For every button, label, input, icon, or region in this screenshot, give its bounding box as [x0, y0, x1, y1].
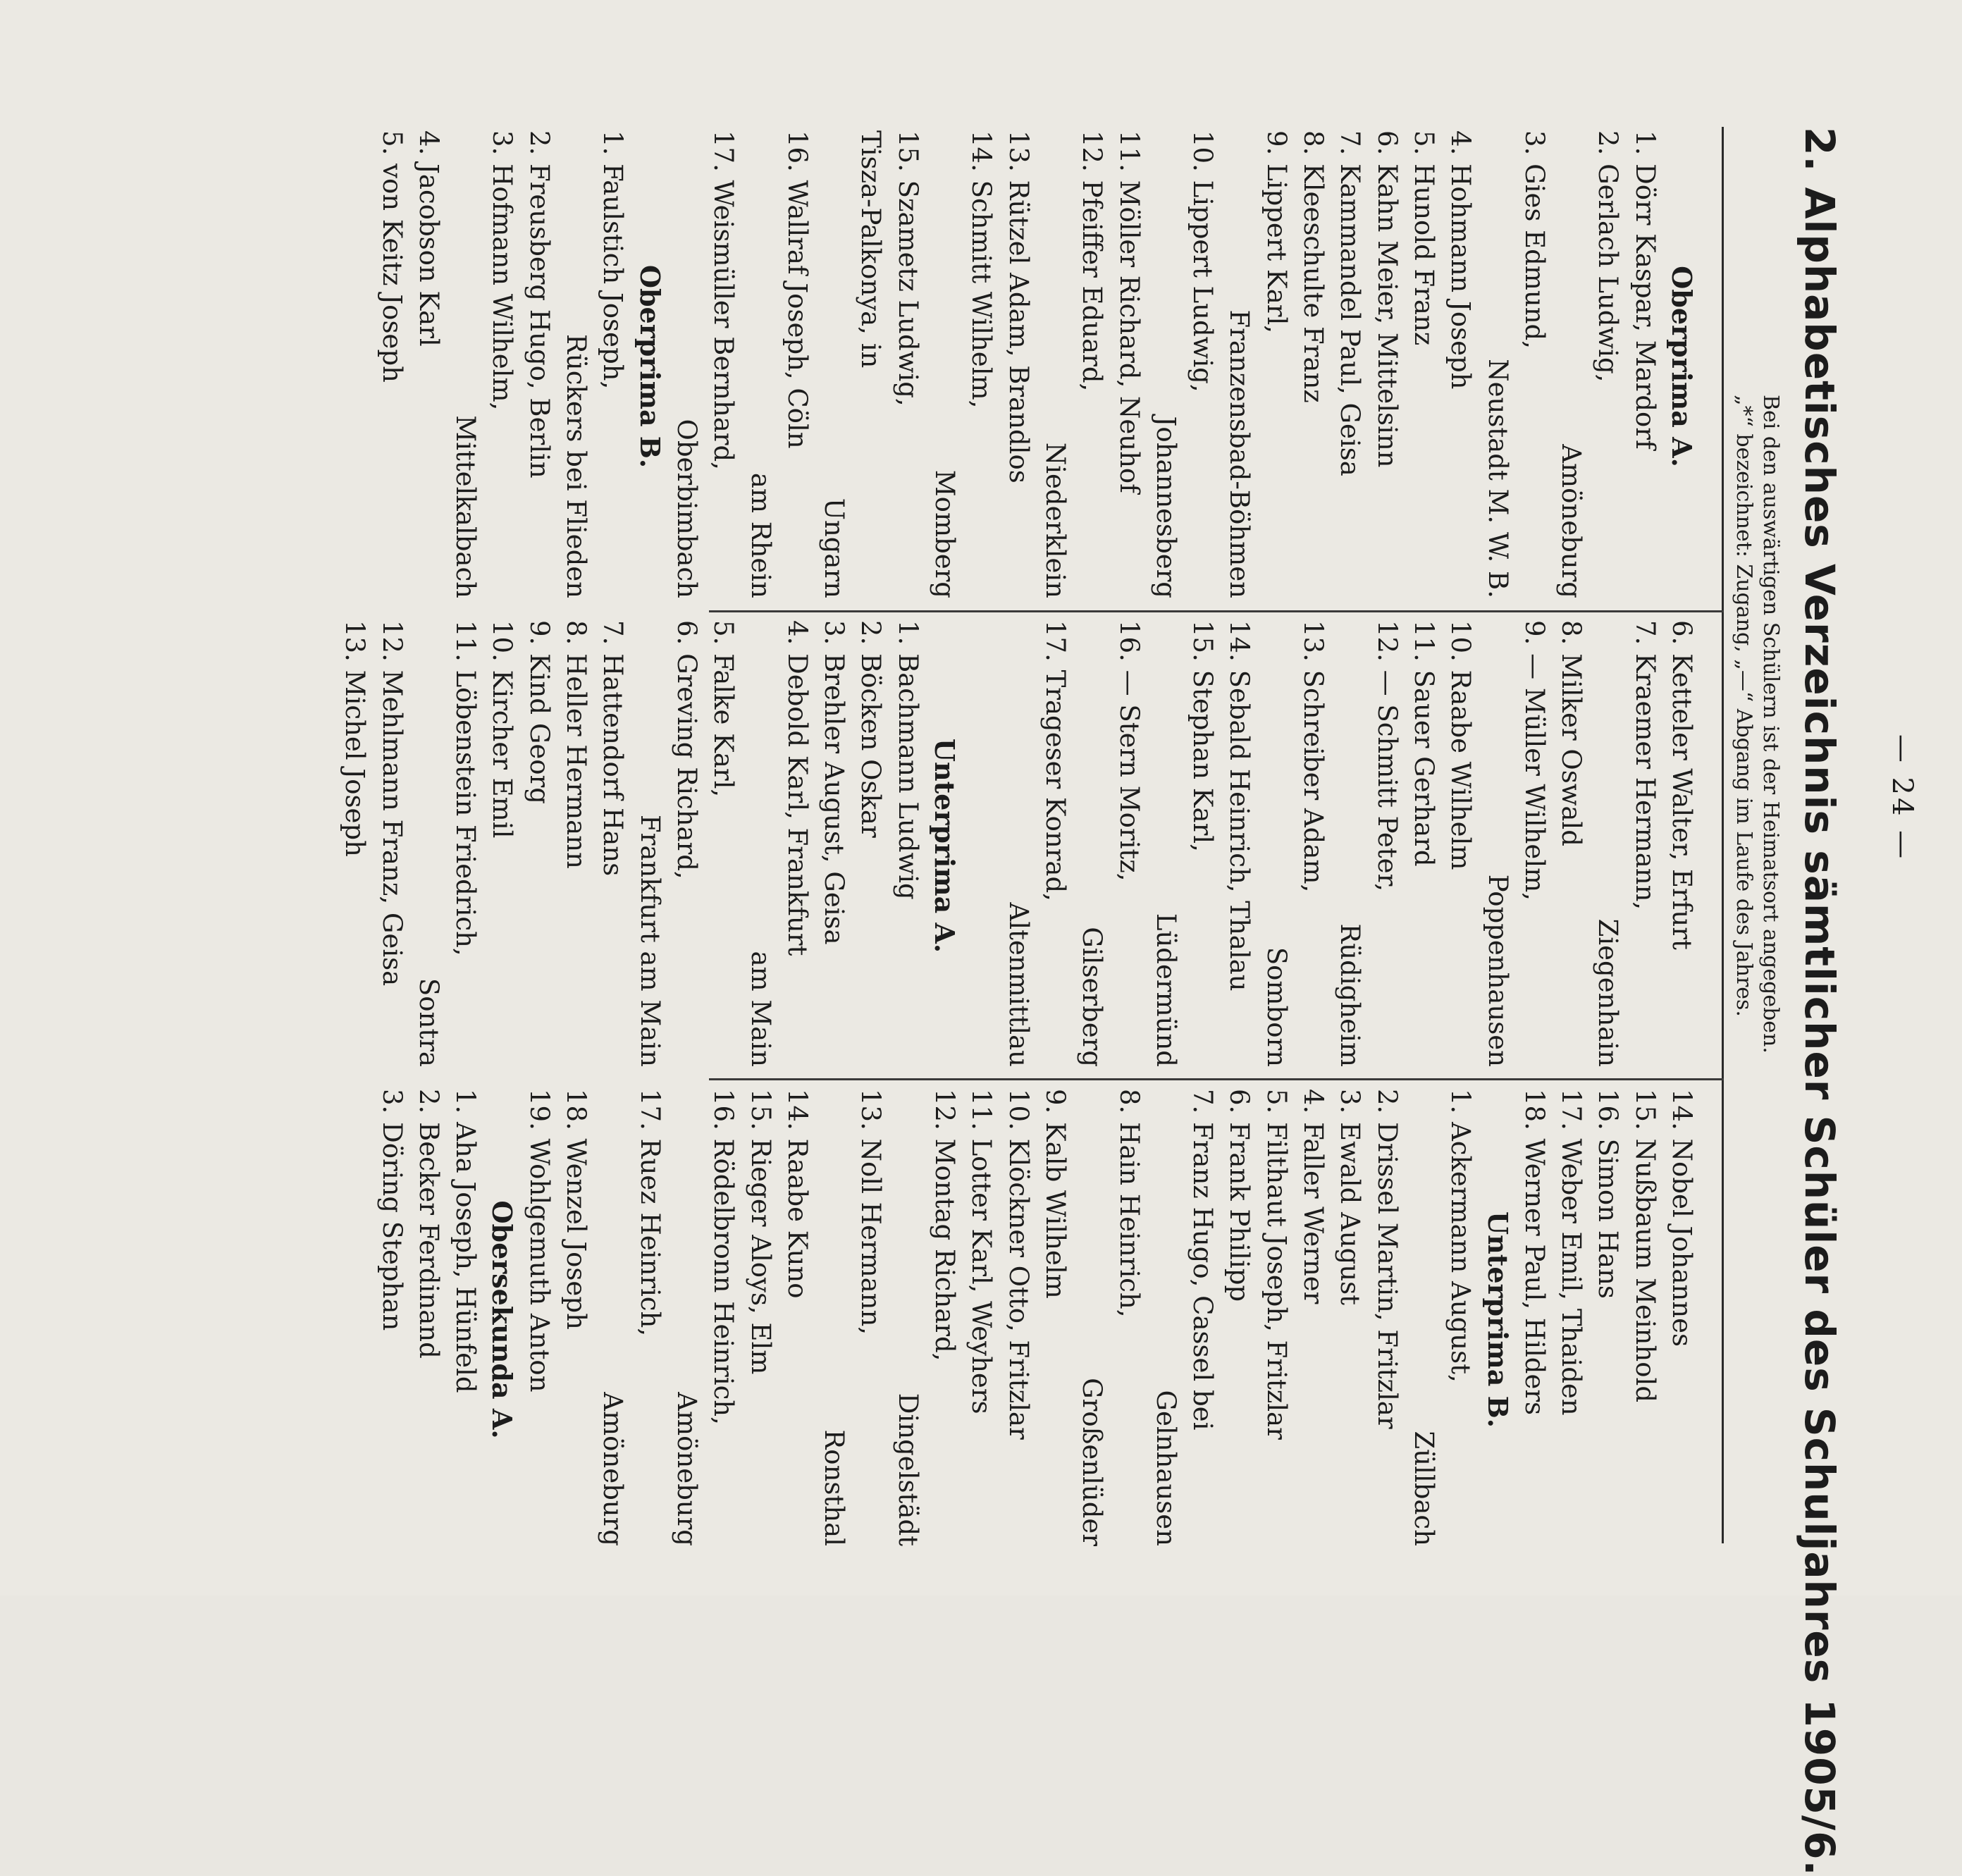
student-entry: 15. Stephan Karl, [1187, 620, 1218, 852]
student-entry: 2. Drissel Martin, Fritzlar [1371, 1089, 1402, 1429]
student-entry: 6. Kahn Meier, Mittelsinn [1371, 130, 1402, 468]
column-divider-2 [709, 1078, 1724, 1080]
student-entry: 16. — Stern Moritz, [1113, 620, 1144, 882]
student-entry: 14. Sebald Heinrich, Thalau [1224, 620, 1255, 992]
student-entry: 1. Aha Joseph, Hünfeld [450, 1089, 481, 1393]
student-entry: 8. Kleeschulte Franz [1298, 130, 1329, 403]
student-entry: 5. Hunold Franz [1408, 130, 1439, 346]
hometown-continuation: Lüdermünd [1150, 913, 1181, 1067]
student-entry: 6. Ketteler Walter, Erfurt [1667, 620, 1697, 950]
student-entry: 8. Milker Oswald [1556, 620, 1587, 846]
student-entry: 5. Falke Karl, [708, 620, 739, 798]
class-heading: Oberprima B. [634, 264, 666, 469]
student-entry: 3. Ewald August [1335, 1089, 1366, 1306]
student-entry: 1. Faulstich Joseph, [598, 130, 629, 390]
student-entry: 17. Ruez Heinrich, [634, 1089, 665, 1337]
student-entry: 9. Kind Georg [524, 620, 555, 804]
hometown-continuation: Mittelkalbach [450, 415, 481, 598]
student-entry: 2. Freusberg Hugo, Berlin [524, 130, 555, 479]
note-symbols: „*“ bezeichnet: Zugang, „—“ Abgang im Laufe des Jahres. [1732, 395, 1756, 1017]
class-heading: Oberprima A. [1666, 266, 1698, 467]
class-heading: Unterprima A. [929, 738, 961, 954]
column-3 [373, 1089, 1700, 1550]
student-entry: 12. Montag Richard, [930, 1089, 961, 1362]
class-heading: Unterprima B. [1481, 1211, 1514, 1428]
hometown-continuation: Gilserberg [1077, 927, 1108, 1067]
student-entry: 10. Kircher Emil [487, 620, 518, 839]
student-entry: 9. — Müller Wilhelm, [1519, 620, 1550, 901]
hometown-continuation: Rückers bei Flieden [561, 334, 592, 598]
student-entry: 7. Hattendorf Hans [598, 620, 629, 877]
column-2 [336, 620, 1700, 1071]
hometown-continuation: Neustadt M. W. B. [1482, 359, 1513, 598]
hometown-continuation: Ronsthal [819, 1429, 850, 1546]
student-entry: 2. Becker Ferdinand [413, 1089, 444, 1359]
student-entry: 5. von Keitz Joseph [376, 130, 407, 383]
hometown-continuation: Oberbimbach [671, 419, 702, 598]
hometown-continuation: Ziegenhain [1593, 918, 1624, 1067]
hometown-continuation: Niederklein [1039, 442, 1071, 598]
student-entry: 13. Noll Hermann, [856, 1089, 887, 1335]
student-entry: 16. Wallraf Joseph, Cöln [782, 130, 813, 449]
hometown-continuation: Amöneburg [671, 1392, 702, 1546]
student-entry: 2. Böcken Oskar [856, 620, 887, 838]
student-entry: 3. Brehler August, Geisa [819, 620, 850, 945]
student-entry: 14. Schmitt Wilhelm, [966, 130, 997, 409]
student-entry: 4. Hohmann Joseph [1445, 130, 1476, 390]
hometown-continuation: Altenmittlau [1003, 902, 1034, 1067]
student-entry: 4. Jacobson Karl [413, 130, 444, 347]
student-entry: 13. Schreiber Adam, [1298, 620, 1329, 893]
hometown-continuation: Poppenhausen [1482, 874, 1513, 1067]
hometown-continuation: Rüdigheim [1335, 923, 1366, 1067]
student-entry: 10. Raabe Wilhelm [1445, 620, 1476, 870]
student-entry: 11. Löbenstein Friedrich, [450, 620, 481, 956]
student-entry: 3. Döring Stephan [376, 1089, 407, 1331]
note-heimatsort: Bei den auswärtigen Schülern ist der Heimatsort angegeben. [1758, 395, 1783, 1054]
hometown-continuation: Gelnhausen [1150, 1390, 1181, 1546]
hometown-continuation: Momberg [930, 469, 961, 598]
student-entry: 15. Szametz Ludwig, [892, 130, 923, 407]
student-entry: 18. Wenzel Joseph [561, 1089, 592, 1330]
student-entry: 9. Lippert Karl, [1261, 130, 1292, 334]
student-entry: 15. Rieger Aloys, Elm [745, 1089, 776, 1375]
blank-line [963, 620, 999, 1071]
student-entry: 7. Kraemer Hermann, [1629, 620, 1660, 911]
hometown-continuation: Ungarn [819, 498, 850, 598]
student-entry: 10. Klöckner Otto, Fritzlar [1003, 1089, 1034, 1440]
hometown-continuation: am Rhein [745, 472, 776, 598]
student-entry: 7. Franz Hugo, Cassel bei [1187, 1089, 1218, 1431]
student-entry: 6. Frank Philipp [1224, 1089, 1255, 1302]
student-entry: 1. Ackermann August, [1445, 1089, 1476, 1383]
student-entry: 3. Hofmann Wilhelm, [487, 130, 518, 411]
hometown-continuation: Dingelstädt [892, 1393, 923, 1546]
student-entry: 8. Heller Hermann [561, 620, 592, 869]
student-entry: Tisza-Palkonya, in [856, 130, 887, 369]
student-entry: 17. Weber Emil, Thaiden [1556, 1089, 1587, 1416]
class-heading: Obersekunda A. [486, 1200, 519, 1439]
hometown-continuation: Somborn [1261, 946, 1292, 1067]
student-entry: 12. Pfeiffer Eduard, [1077, 130, 1108, 392]
hometown-continuation: Amöneburg [1556, 444, 1587, 598]
student-entry: 1. Dörr Kaspar, Mardorf [1629, 130, 1660, 450]
student-entry: 14. Nobel Johannes [1667, 1089, 1697, 1347]
student-entry: 2. Gerlach Ludwig, [1593, 130, 1624, 383]
student-entry: 11. Möller Richard, Neuhof [1113, 130, 1144, 493]
student-entry: 4. Debold Karl, Frankfurt [782, 620, 813, 956]
column-divider-1 [709, 610, 1724, 612]
hometown-continuation: Großenlüder [1077, 1378, 1108, 1546]
student-entry: 19. Wohlgemuth Anton [524, 1089, 555, 1393]
page-title: 2. Alphabetisches Verzeichnis sämtlicher Schüler des Schuljahres 1905/6. [1796, 127, 1844, 1876]
hometown-continuation: Franzensbad-Böhmen [1224, 309, 1255, 598]
student-entry: 17. Trageser Konrad, [1039, 620, 1071, 901]
student-entry: 14. Raabe Kuno [782, 1089, 813, 1299]
student-entry: 16. Simon Hans [1593, 1089, 1624, 1299]
page-number: — 24 — [1886, 734, 1918, 862]
student-entry: 8. Hain Heinrich, [1113, 1089, 1144, 1318]
hometown-continuation: Sontra [413, 977, 444, 1067]
student-entry: 12. Mehlmann Franz, Geisa [376, 620, 407, 987]
student-entry: 16. Rödelbronn Heinrich, [708, 1089, 739, 1425]
column-1 [373, 130, 1700, 603]
header-rule [1722, 127, 1724, 1543]
hometown-continuation: Johannesberg [1150, 416, 1181, 598]
student-entry: 6. Greving Richard, [671, 620, 702, 880]
student-entry: 18. Werner Paul, Hilders [1519, 1089, 1550, 1416]
student-entry: 10. Lippert Ludwig, [1187, 130, 1218, 393]
student-entry: 12. — Schmitt Peter, [1371, 620, 1402, 891]
student-entry: 13. Rützel Adam, Brandlos [1003, 130, 1034, 483]
student-entry: 9. Kalb Wilhelm [1039, 1089, 1071, 1299]
student-entry: 3. Gies Edmund, [1519, 130, 1550, 349]
student-entry: 5. Filthaut Joseph, Fritzlar [1261, 1089, 1292, 1440]
hometown-continuation: Amöneburg [598, 1392, 629, 1546]
student-entry: 7. Kammandel Paul, Geisa [1335, 130, 1366, 476]
student-entry: 15. Nußbaum Meinhold [1629, 1089, 1660, 1403]
student-entry: 13. Michel Joseph [340, 620, 371, 857]
student-entry: 11. Sauer Gerhard [1408, 620, 1439, 867]
hometown-continuation: Züllbach [1408, 1431, 1439, 1546]
student-entry: 1. Bachmann Ludwig [892, 620, 923, 900]
student-entry: 11. Lotter Karl, Weyhers [966, 1089, 997, 1414]
student-entry: 4. Faller Werner [1298, 1089, 1329, 1304]
student-entry: 17. Weismüller Bernhard, [708, 130, 739, 470]
hometown-continuation: Frankfurt am Main [634, 814, 665, 1067]
hometown-continuation: am Main [745, 951, 776, 1067]
